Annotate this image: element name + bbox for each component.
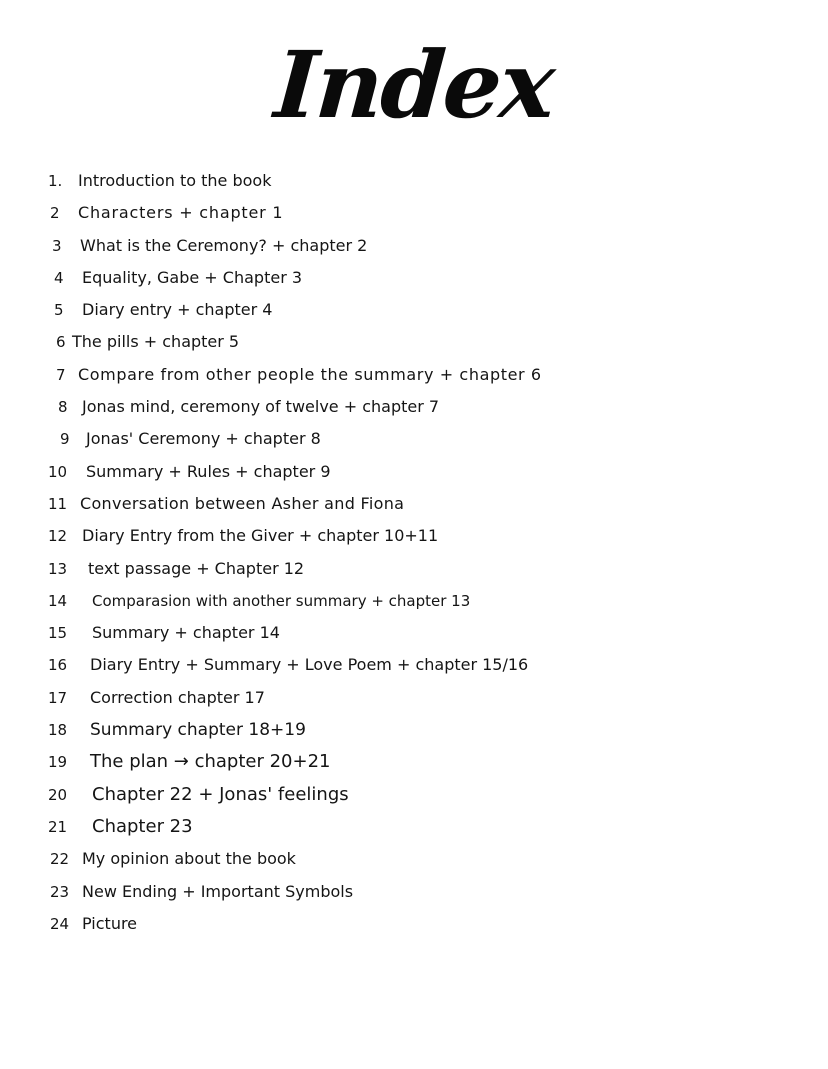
entry-number: 11 xyxy=(48,494,68,513)
entry-number: 24 xyxy=(50,914,70,933)
index-entry xyxy=(0,326,828,358)
entry-text: Introduction to the book xyxy=(78,171,272,190)
entry-text: Diary Entry + Summary + Love Poem + chapter 15/16 xyxy=(90,655,529,675)
entry-number: 10 xyxy=(48,462,68,481)
index-entry xyxy=(0,197,828,229)
entry-number: 8 xyxy=(58,398,68,417)
entry-number: 18 xyxy=(48,721,68,740)
entry-number: 5 xyxy=(54,301,64,320)
entry-text: Conversation between Asher and Fiona xyxy=(80,493,405,513)
entry-number: 6 xyxy=(56,333,66,352)
index-entry xyxy=(0,585,828,617)
entry-number: 16 xyxy=(48,656,68,675)
index-entry xyxy=(0,456,828,488)
entry-number: 19 xyxy=(48,753,68,772)
entry-text: New Ending + Important Symbols xyxy=(82,881,354,901)
entry-text: What is the Ceremony? + chapter 2 xyxy=(80,235,368,255)
entry-text: Chapter 22 + Jonas' feelings xyxy=(92,783,349,805)
page-title: Index xyxy=(271,31,557,139)
index-entry xyxy=(0,262,828,294)
entry-number: 15 xyxy=(48,624,68,643)
index-entry xyxy=(0,714,828,746)
entry-text: Picture xyxy=(82,913,138,933)
entry-number: 13 xyxy=(48,559,68,578)
entry-number: 20 xyxy=(48,785,68,804)
entry-number: 14 xyxy=(48,591,68,610)
index-entry xyxy=(0,682,828,714)
index-entry xyxy=(0,294,828,326)
entry-number: 12 xyxy=(48,527,68,546)
index-entry xyxy=(0,391,828,423)
entry-text: Jonas mind, ceremony of twelve + chapter 7 xyxy=(82,397,440,417)
index-entry xyxy=(0,165,828,197)
entry-text: Compare from other people the summary + chapter 6 xyxy=(78,364,542,384)
entry-text: Characters + chapter 1 xyxy=(78,203,284,223)
entry-number: 4 xyxy=(54,268,64,287)
index-entry xyxy=(0,488,828,520)
entry-text: Chapter 23 xyxy=(92,815,193,837)
entry-text: Diary Entry from the Giver + chapter 10+11 xyxy=(82,526,439,546)
entry-number: 1. xyxy=(48,172,63,190)
index-entry xyxy=(0,811,828,843)
entry-text: Summary chapter 18+19 xyxy=(90,720,306,741)
entry-number: 22 xyxy=(50,850,70,869)
index-entry xyxy=(0,843,828,875)
index-entry xyxy=(0,617,828,649)
entry-text: Comparasion with another summary + chapter 13 xyxy=(92,591,471,610)
entry-number: 21 xyxy=(48,817,68,836)
entry-text: Correction chapter 17 xyxy=(90,687,265,707)
index-entry xyxy=(0,230,828,262)
entry-text: Equality, Gabe + Chapter 3 xyxy=(82,267,303,287)
index-entry xyxy=(0,876,828,908)
entry-text: Diary entry + chapter 4 xyxy=(82,300,273,320)
entry-text: The pills + chapter 5 xyxy=(72,332,240,352)
entry-number: 17 xyxy=(48,688,68,707)
entry-number: 9 xyxy=(60,430,70,449)
entry-text: Jonas' Ceremony + chapter 8 xyxy=(86,429,321,449)
index-entry xyxy=(0,746,828,778)
index-entry xyxy=(0,553,828,585)
entry-text: My opinion about the book xyxy=(82,849,296,869)
index-entry xyxy=(0,520,828,552)
entry-text: Summary + Rules + chapter 9 xyxy=(86,461,331,481)
entry-text: Summary + chapter 14 xyxy=(92,623,280,643)
entry-number: 23 xyxy=(50,882,70,901)
entry-number: 2 xyxy=(50,204,60,223)
entry-number: 7 xyxy=(56,365,66,384)
entry-number: 3 xyxy=(52,236,62,255)
index-entry xyxy=(0,359,828,391)
index-entry xyxy=(0,649,828,681)
index-entry xyxy=(0,908,828,940)
entry-text: text passage + Chapter 12 xyxy=(88,558,305,578)
index-entry xyxy=(0,423,828,455)
index-entry xyxy=(0,779,828,811)
entry-text: The plan → chapter 20+21 xyxy=(90,751,331,773)
index-list xyxy=(0,165,828,940)
